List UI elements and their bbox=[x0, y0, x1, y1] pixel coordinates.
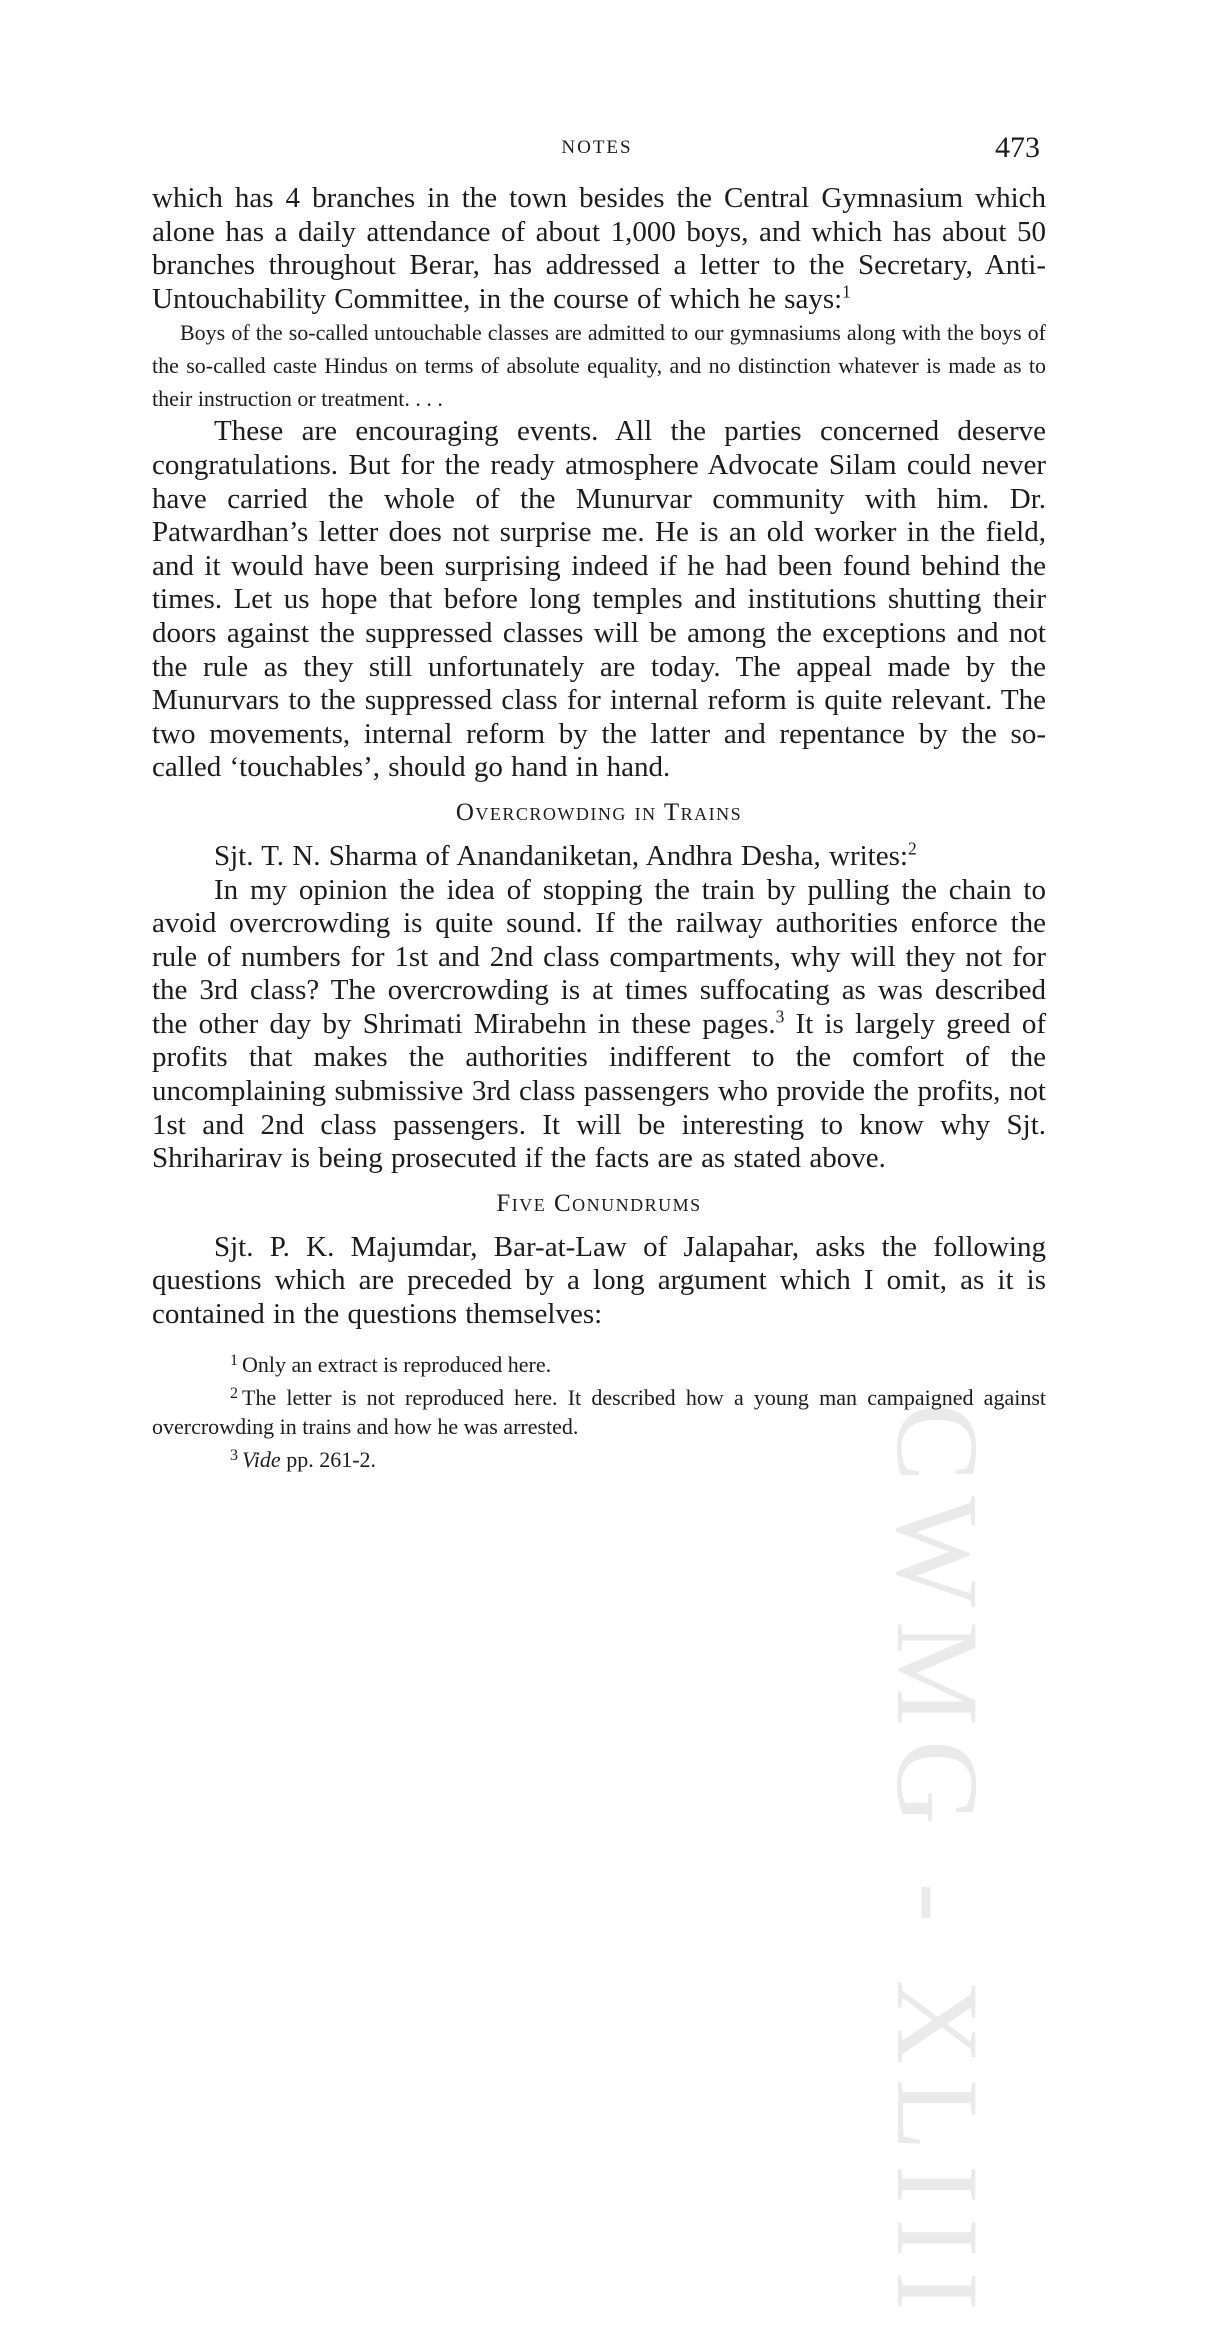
page-number: 473 bbox=[995, 131, 1040, 164]
footnote bbox=[152, 1346, 1046, 1379]
footnote-mark: 3 bbox=[230, 1446, 238, 1464]
section-heading: Overcrowding in Trains bbox=[455, 798, 743, 826]
block-quote: Boys of the so-called untouchable classes are admitted to our gymnasiums along with the boys of the so-called caste Hindus on terms of absolute equality, and no distinction whatever is made as to their instruction or treatment. . . . bbox=[152, 320, 1046, 412]
paragraph-text: which has 4 branches in the town besides the Central Gymnasium which alone has a daily attendance of about 1,000 boys, and which has about 50 branches throughout Berar, has addressed a letter to the Secretary, Anti-Untouchability Committee, in the course of which he says: bbox=[152, 182, 1046, 315]
footnote-text: Only an extract is reproduced here. bbox=[242, 1351, 552, 1377]
footnote-reference: 1 bbox=[842, 281, 851, 302]
page-header bbox=[152, 133, 1042, 167]
footnote-mark: 2 bbox=[230, 1384, 238, 1402]
footnote-text: The letter is not reproduced here. It described how a young man campaigned against overcrowding in trains and how he was arrested. bbox=[152, 1384, 1046, 1439]
footnote-text: pp. 261-2. bbox=[280, 1446, 377, 1472]
paragraph bbox=[152, 874, 1046, 1176]
running-head: NOTES bbox=[561, 137, 633, 158]
paragraph-text: In my opinion the idea of stopping the train by pulling the chain to avoid overcrowding is quite sound. If the railway authorities enforce the rule of numbers for 1st and 2nd class compartments, why will they not for the 3rd class? The overcrowding is at times suffocating as was described the other day by Shrimati Mirabehn in these pages. bbox=[152, 873, 1046, 1040]
footnote-text-italic: Vide bbox=[242, 1446, 281, 1472]
watermark: CWMG - XLIII bbox=[872, 1403, 1003, 2325]
paragraph-text: Sjt. T. N. Sharma of Anandaniketan, Andhra Desha, writes: bbox=[214, 839, 908, 872]
footnote-reference: 2 bbox=[907, 838, 917, 859]
paragraph-text: It is largely greed of profits that makes the authorities indifferent to the comfort of the uncomplaining submissive 3rd class passengers who provide the profits, not 1st and 2nd class passengers. It will be interesting to know why Sjt. Shriharirav is being prosecuted if the facts are as stated above. bbox=[152, 1007, 1047, 1175]
paragraph: These are encouraging events. All the parties concerned deserve congratulations. But for the ready atmosphere Advocate Silam could never have carried the whole of the Munurvar community with him. Dr. Patwardhan’s letter does not surprise me. He is an old worker in the field, and it would have been surprising indeed if he had been found behind the times. Let us hope that before long temples and institutions shutting their doors against the suppressed classes will be among the exceptions and not the rule as they still unfortunately are today. The appeal made by the Munurvars to the suppressed class for internal reform is quite relevant. The two movements, internal reform by the latter and repentance by the so-called ‘touchables’, should go hand in hand. bbox=[152, 415, 1046, 784]
paragraph bbox=[152, 840, 1046, 874]
footnote bbox=[152, 1441, 1046, 1474]
paragraph bbox=[152, 182, 1046, 316]
main-text bbox=[152, 182, 1046, 1474]
footnotes bbox=[152, 1346, 1046, 1474]
footnote-mark: 1 bbox=[230, 1351, 238, 1369]
footnote bbox=[152, 1379, 1046, 1441]
section-heading: Five Conundrums bbox=[496, 1189, 702, 1217]
paragraph: Sjt. P. K. Majumdar, Bar-at-Law of Jalapahar, asks the following questions which are preceded by a long argument which I omit, as it is contained in the questions themselves: bbox=[152, 1230, 1046, 1331]
footnote-reference: 3 bbox=[775, 1006, 785, 1027]
